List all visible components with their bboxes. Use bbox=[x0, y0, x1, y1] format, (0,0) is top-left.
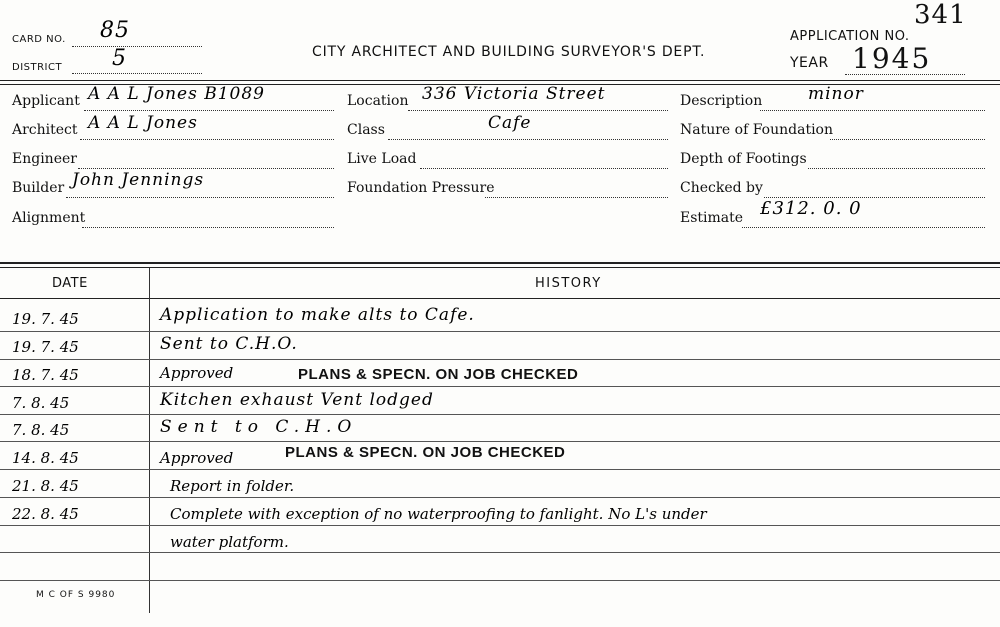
estimate-value: £312. 0. 0 bbox=[760, 198, 862, 219]
year-value: 1945 bbox=[852, 42, 932, 75]
row-history: Complete with exception of no waterproofing to fanlight. No L's under bbox=[170, 505, 707, 523]
history-column-header: HISTORY bbox=[535, 276, 602, 291]
row-history: Approved bbox=[160, 449, 234, 467]
row-date: 14. 8. 45 bbox=[12, 449, 79, 467]
architect-label: Architect bbox=[12, 122, 78, 138]
district-value: 5 bbox=[112, 46, 127, 71]
depth-of-footings-label: Depth of Footings bbox=[680, 151, 807, 167]
row-history: Approved bbox=[160, 364, 234, 382]
row-date: 21. 8. 45 bbox=[12, 477, 79, 495]
checked-by-label: Checked by bbox=[680, 180, 763, 196]
class-label: Class bbox=[347, 122, 385, 138]
year-label: YEAR bbox=[790, 55, 829, 71]
row-history: Application to make alts to Cafe. bbox=[160, 305, 475, 325]
live-load-label: Live Load bbox=[347, 151, 417, 167]
card-no-label: CARD NO. bbox=[12, 34, 66, 45]
district-label: DISTRICT bbox=[12, 62, 63, 73]
row-date: 7. 8. 45 bbox=[12, 394, 70, 412]
row-date: 19. 7. 45 bbox=[12, 338, 79, 356]
estimate-label: Estimate bbox=[680, 210, 744, 226]
dept-title: CITY ARCHITECT AND BUILDING SURVEYOR'S DEPT. bbox=[312, 44, 706, 60]
row-date: 18. 7. 45 bbox=[12, 366, 79, 384]
description-value: minor bbox=[808, 84, 864, 104]
application-no-value: 341 bbox=[914, 0, 967, 30]
checked-stamp: PLANS & SPECN. ON JOB CHECKED bbox=[285, 444, 566, 461]
engineer-label: Engineer bbox=[12, 151, 77, 167]
applicant-label: Applicant bbox=[12, 93, 80, 109]
row-date: 19. 7. 45 bbox=[12, 310, 79, 328]
form-code: M C OF S 9980 bbox=[36, 590, 116, 600]
row-history: Report in folder. bbox=[170, 477, 295, 495]
builder-value: John Jennings bbox=[72, 170, 205, 190]
location-value: 336 Victoria Street bbox=[422, 84, 606, 104]
row-history: Sent to C.H.O. bbox=[160, 334, 298, 354]
location-label: Location bbox=[347, 93, 409, 109]
date-column-header: DATE bbox=[52, 276, 88, 291]
row-history: water platform. bbox=[170, 533, 289, 551]
row-date: 7. 8. 45 bbox=[12, 421, 70, 439]
row-history: Sent to C.H.O bbox=[160, 417, 358, 437]
builder-label: Builder bbox=[12, 180, 65, 196]
applicant-value: A A L Jones B1089 bbox=[88, 84, 265, 104]
row-date: 22. 8. 45 bbox=[12, 505, 79, 523]
row-history: Kitchen exhaust Vent lodged bbox=[160, 390, 434, 410]
application-no-label: APPLICATION NO. bbox=[790, 29, 910, 44]
nature-of-foundation-label: Nature of Foundation bbox=[680, 122, 833, 138]
alignment-label: Alignment bbox=[12, 210, 86, 226]
description-label: Description bbox=[680, 93, 763, 109]
architect-value: A A L Jones bbox=[88, 113, 198, 133]
foundation-pressure-label: Foundation Pressure bbox=[347, 180, 495, 196]
class-value: Cafe bbox=[488, 113, 532, 133]
checked-stamp: PLANS & SPECN. ON JOB CHECKED bbox=[298, 366, 579, 383]
card-no-value: 85 bbox=[100, 18, 130, 43]
